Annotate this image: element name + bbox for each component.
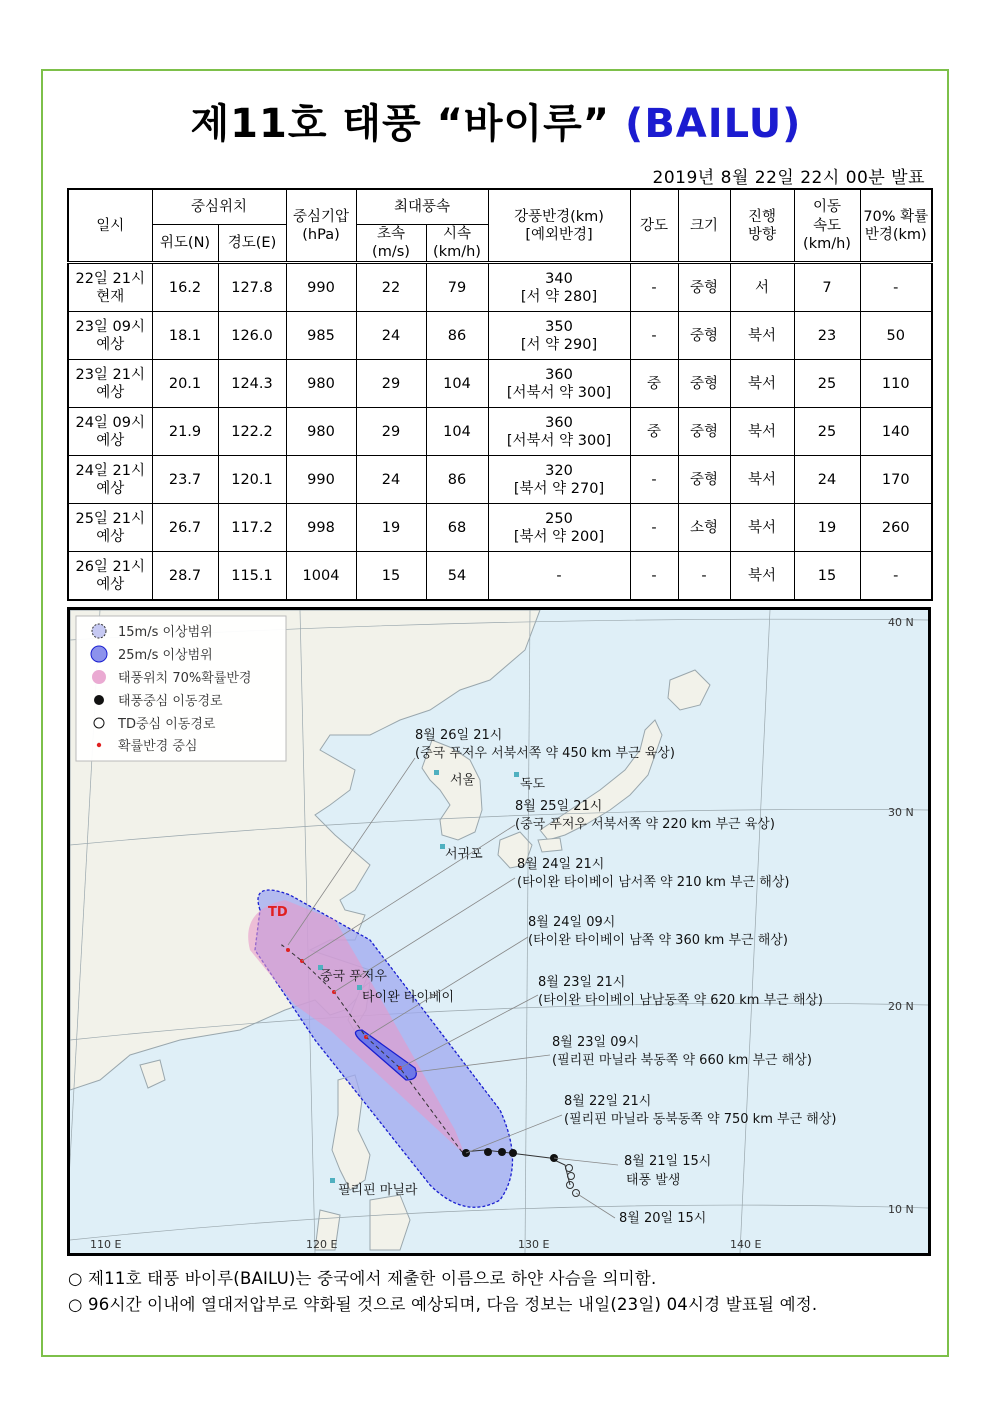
- table-row: [68, 312, 932, 360]
- lat-label: 20 N: [888, 1000, 914, 1013]
- cell-direction: 북서: [730, 408, 794, 456]
- legend-item: 확률반경 중심: [118, 739, 198, 754]
- cell-radius: -: [488, 552, 630, 601]
- header-size: 크기: [678, 189, 730, 263]
- annotation-date: 8월 23일 09시: [552, 1035, 640, 1050]
- table-row: [68, 263, 932, 312]
- forecast-table: [67, 188, 933, 601]
- cell-intensity: 중: [630, 360, 678, 408]
- cell-kmh: 68: [426, 504, 488, 552]
- cell-lat: 16.2: [152, 263, 218, 312]
- cell-time: 26일 21시 예상: [68, 552, 152, 601]
- cell-speed: 15: [794, 552, 860, 601]
- table-row: [68, 408, 932, 456]
- issued-time: 2019년 8월 22일 22시 00분 발표: [652, 168, 925, 188]
- cell-ms: 29: [356, 408, 426, 456]
- header-center: 중심위치: [152, 189, 286, 225]
- cell-ms: 15: [356, 552, 426, 601]
- cell-lat: 23.7: [152, 456, 218, 504]
- typhoon-track-map: [67, 607, 931, 1256]
- td-start-date: 8월 20일 15시: [619, 1211, 707, 1226]
- lat-label: 30 N: [888, 806, 914, 819]
- cell-speed: 23: [794, 312, 860, 360]
- cell-lat: 28.7: [152, 552, 218, 601]
- header-ms: 초속 (m/s): [356, 225, 426, 263]
- annotation-date: 8월 23일 21시: [538, 975, 626, 990]
- cell-lat: 21.9: [152, 408, 218, 456]
- place-seogwipo: 서귀포: [445, 847, 483, 862]
- cell-direction: 북서: [730, 504, 794, 552]
- header-lon: 경도(E): [218, 225, 286, 263]
- cell-speed: 24: [794, 456, 860, 504]
- cell-ms: 19: [356, 504, 426, 552]
- cell-kmh: 104: [426, 408, 488, 456]
- table-row: [68, 360, 932, 408]
- header-prob: 70% 확률 반경(km): [860, 189, 932, 263]
- cell-ms: 29: [356, 360, 426, 408]
- header-intensity: 강도: [630, 189, 678, 263]
- cell-kmh: 54: [426, 552, 488, 601]
- legend: [76, 616, 286, 761]
- annotation-desc: (타이완 타이베이 남서쪽 약 210 km 부근 해상): [517, 875, 790, 890]
- cell-direction: 북서: [730, 552, 794, 601]
- cell-speed: 19: [794, 504, 860, 552]
- genesis-date: 8월 21일 15시: [624, 1154, 712, 1169]
- cell-prob: 170: [860, 456, 932, 504]
- cell-radius: 250 [북서 약 200]: [488, 504, 630, 552]
- table-row: [68, 504, 932, 552]
- legend-item: 25m/s 이상범위: [118, 648, 213, 663]
- cell-pressure: 1004: [286, 552, 356, 601]
- cell-prob: 260: [860, 504, 932, 552]
- cell-radius: 360 [서북서 약 300]: [488, 408, 630, 456]
- cell-prob: 50: [860, 312, 932, 360]
- title-english: (BAILU): [625, 101, 802, 147]
- lat-label: 40 N: [888, 616, 914, 629]
- cell-ms: 24: [356, 312, 426, 360]
- header-kmh: 시속 (km/h): [426, 225, 488, 263]
- annotation-date: 8월 24일 21시: [517, 857, 605, 872]
- cell-kmh: 104: [426, 360, 488, 408]
- table-row: [68, 456, 932, 504]
- cell-kmh: 86: [426, 456, 488, 504]
- cell-time: 24일 21시 예상: [68, 456, 152, 504]
- cell-intensity: -: [630, 263, 678, 312]
- cell-size: -: [678, 552, 730, 601]
- cell-size: 중형: [678, 312, 730, 360]
- cell-time: 24일 09시 예상: [68, 408, 152, 456]
- header-maxwind: 최대풍속: [356, 189, 488, 225]
- cell-prob: 110: [860, 360, 932, 408]
- header-speed: 이동 속도 (km/h): [794, 189, 860, 263]
- cell-radius: 340 [서 약 280]: [488, 263, 630, 312]
- cell-lat: 26.7: [152, 504, 218, 552]
- cell-size: 중형: [678, 408, 730, 456]
- cell-radius: 360 [서북서 약 300]: [488, 360, 630, 408]
- place-fuzhou: 중국 푸저우: [320, 969, 387, 984]
- cell-lon: 117.2: [218, 504, 286, 552]
- cell-size: 중형: [678, 456, 730, 504]
- cell-ms: 22: [356, 263, 426, 312]
- cell-direction: 북서: [730, 360, 794, 408]
- legend-item: 태풍중심 이동경로: [118, 694, 223, 709]
- cell-ms: 24: [356, 456, 426, 504]
- legend-item: 태풍위치 70%확률반경: [118, 671, 252, 686]
- header-radius: 강풍반경(km) [예외반경]: [488, 189, 630, 263]
- annotation-date: 8월 26일 21시: [415, 728, 503, 743]
- cell-intensity: -: [630, 312, 678, 360]
- lon-label: 140 E: [730, 1238, 762, 1251]
- legend-item: TD중심 이동경로: [118, 717, 216, 732]
- cell-time: 23일 21시 예상: [68, 360, 152, 408]
- annotation-desc: (타이완 타이베이 남남동쪽 약 620 km 부근 해상): [538, 993, 824, 1008]
- cell-pressure: 990: [286, 456, 356, 504]
- annotation-desc: (타이완 타이베이 남쪽 약 360 km 부근 해상): [528, 933, 788, 948]
- cell-pressure: 990: [286, 263, 356, 312]
- annotation-date: 8월 24일 09시: [528, 915, 616, 930]
- cell-radius: 350 [서 약 290]: [488, 312, 630, 360]
- cell-prob: -: [860, 552, 932, 601]
- lat-label: 10 N: [888, 1203, 914, 1216]
- lon-label: 130 E: [518, 1238, 550, 1251]
- cell-direction: 북서: [730, 456, 794, 504]
- notes: [68, 1266, 817, 1318]
- annotation-desc: (중국 푸저우 서북서쪽 약 220 km 부근 육상): [515, 817, 775, 832]
- place-manila: 필리핀 마닐라: [338, 1183, 418, 1198]
- cell-pressure: 980: [286, 360, 356, 408]
- cell-speed: 25: [794, 408, 860, 456]
- cell-intensity: 중: [630, 408, 678, 456]
- cell-lon: 127.8: [218, 263, 286, 312]
- cell-prob: -: [860, 263, 932, 312]
- cell-lon: 120.1: [218, 456, 286, 504]
- cell-pressure: 980: [286, 408, 356, 456]
- cell-time: 23일 09시 예상: [68, 312, 152, 360]
- header-datetime: 일시: [68, 189, 152, 263]
- cell-direction: 서: [730, 263, 794, 312]
- cell-lon: 122.2: [218, 408, 286, 456]
- cell-speed: 25: [794, 360, 860, 408]
- td-marker: TD: [268, 905, 288, 920]
- lon-label: 110 E: [90, 1238, 122, 1251]
- cell-direction: 북서: [730, 312, 794, 360]
- cell-size: 소형: [678, 504, 730, 552]
- header-lat: 위도(N): [152, 225, 218, 263]
- table-row: [68, 552, 932, 601]
- cell-size: 중형: [678, 360, 730, 408]
- cell-speed: 7: [794, 263, 860, 312]
- cell-time: 22일 21시 현재: [68, 263, 152, 312]
- header-pressure: 중심기압 (hPa): [286, 189, 356, 263]
- cell-pressure: 985: [286, 312, 356, 360]
- cell-size: 중형: [678, 263, 730, 312]
- cell-kmh: 86: [426, 312, 488, 360]
- cell-lat: 18.1: [152, 312, 218, 360]
- cell-intensity: -: [630, 552, 678, 601]
- annotation-date: 8월 25일 21시: [515, 799, 603, 814]
- annotation-desc: (중국 푸저우 서북서쪽 약 450 km 부근 육상): [415, 746, 675, 761]
- cell-intensity: -: [630, 504, 678, 552]
- annotation-date: 8월 22일 21시: [564, 1094, 652, 1109]
- cell-radius: 320 [북서 약 270]: [488, 456, 630, 504]
- header-direction: 진행 방향: [730, 189, 794, 263]
- cell-lon: 115.1: [218, 552, 286, 601]
- cell-kmh: 79: [426, 263, 488, 312]
- cell-intensity: -: [630, 456, 678, 504]
- lon-label: 120 E: [306, 1238, 338, 1251]
- cell-lon: 126.0: [218, 312, 286, 360]
- cell-lat: 20.1: [152, 360, 218, 408]
- place-dokdo: 독도: [520, 777, 546, 792]
- cell-lon: 124.3: [218, 360, 286, 408]
- genesis-desc: 태풍 발생: [626, 1173, 681, 1188]
- note-line: ○ 제11호 태풍 바이루(BAILU)는 중국에서 제출한 이름으로 하얀 사슴을 의미함.: [68, 1269, 657, 1288]
- td-position-icons: [566, 1165, 580, 1197]
- legend-item: 15m/s 이상범위: [118, 625, 213, 640]
- page-title: [0, 92, 992, 149]
- cell-pressure: 998: [286, 504, 356, 552]
- cell-prob: 140: [860, 408, 932, 456]
- annotation-desc: (필리핀 마닐라 동북동쪽 약 750 km 부근 해상): [564, 1112, 837, 1127]
- place-seoul: 서울: [450, 773, 476, 788]
- title-korean: 제11호 태풍 “바이루”: [190, 101, 611, 147]
- note-line: ○ 96시간 이내에 열대저압부로 약화될 것으로 예상되며, 다음 정보는 내일(23일) 04시경 발표될 예정.: [68, 1295, 818, 1314]
- place-taipei: 타이완 타이베이: [362, 990, 455, 1005]
- cell-time: 25일 21시 예상: [68, 504, 152, 552]
- annotation-desc: (필리핀 마닐라 북동쪽 약 660 km 부근 해상): [552, 1053, 812, 1068]
